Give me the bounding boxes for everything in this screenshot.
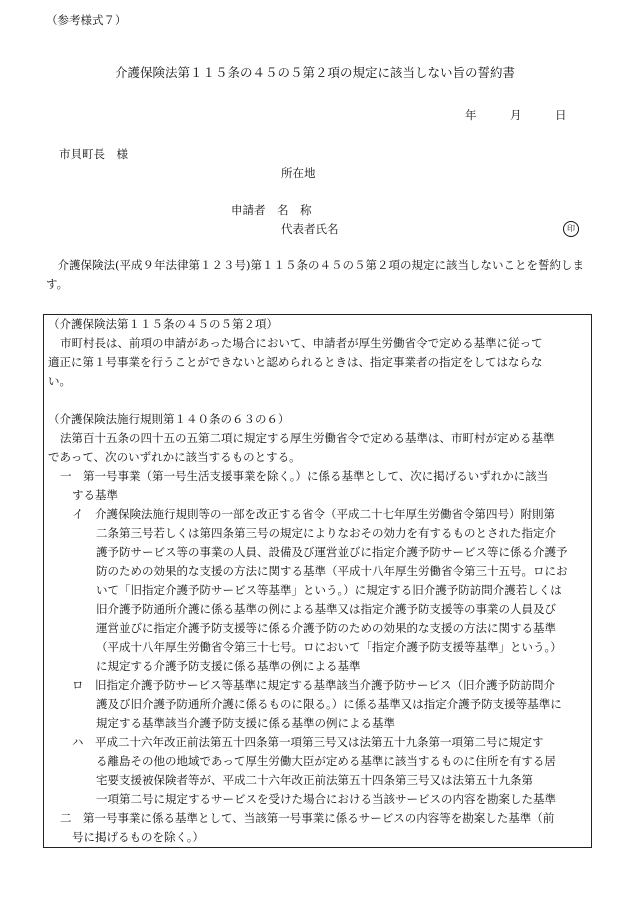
text-line: 護及び旧介護予防通所介護に係るものに限る。）に係る基準又は指定介護予防支援等基準に — [96, 697, 562, 711]
text-line: イ 介護保険法施行規則等の一部を改正する省令（平成二十七年厚生労働省令第四号）附則第 — [72, 507, 555, 521]
section-heading: （介護保険法第１１５条の４５の５第２項） — [48, 317, 278, 331]
text-line: い。 — [48, 374, 71, 388]
text-line: 適正に第１号事業を行うことができないと認められるときは、指定事業者の指定をしてはならな — [48, 355, 543, 369]
document-title: 介護保険法第１１５条の４５の５第２項の規定に該当しない旨の誓約書 — [114, 65, 515, 80]
text-line: 運営並びに指定介護予防支援等に係る介護予防のための効果的な支援の方法に関する基準 — [96, 621, 556, 635]
text-line: 一項第二号に規定するサービスを受けた場合における当該サービスの内容を勘案した基準 — [96, 792, 556, 806]
representative-label: 代表者氏名 — [281, 222, 339, 236]
date-month: 月 — [510, 108, 522, 122]
text-line: 市町村長は、前項の申請があった場合において、申請者が厚生労働省令で定める基準に従って — [60, 336, 543, 350]
addressee: 市貝町長 様 — [59, 147, 128, 161]
applicant-name-label: 申請者 名 称 — [231, 203, 312, 217]
text-line: する基準 — [72, 488, 118, 502]
date-day: 日 — [555, 108, 567, 122]
pledge-text: 介護保険法(平成９年法律第１２３号)第１１５条の４５の５第２項の規定に該当しないことを誓約します。 — [46, 258, 584, 291]
text-line: 宅要支援被保険者等が、平成二十六年改正前法第五十四条第三号又は法第五十九条第 — [96, 773, 533, 787]
form-number: （参考様式７） — [46, 13, 127, 27]
text-line: であって、次のいずれかに該当するものとする。 — [48, 450, 301, 464]
text-line: 防のための効果的な支援の方法に関する基準（平成十八年厚生労働省令第三十五号。ロにお — [96, 564, 568, 578]
section-heading: （介護保険法施行規則第１４０条の６３の６） — [48, 412, 290, 426]
text-line: 規定する基準該当介護予防支援に係る基準の例による基準 — [96, 716, 395, 730]
text-line: ロ 旧指定介護予防サービス等基準に規定する基準該当介護予防サービス（旧介護予防訪問介 — [72, 678, 555, 692]
text-line: る離島その他の地域であって厚生労働大臣が定める基準に該当するものに住所を有する居 — [96, 754, 556, 768]
date-line — [465, 107, 567, 123]
text-line: 護予防サービス等の事業の人員、設備及び運営並びに指定介護予防サービス等に係る介護予 — [96, 545, 568, 559]
text-line: 二 第一号事業に係る基準として、当該第一号事業に係るサービスの内容等を勘案した基準（前 — [60, 811, 555, 825]
date-year: 年 — [465, 108, 477, 122]
text-line: ハ 平成二十六年改正前法第五十四条第一項第三号又は法第五十九条第一項第二号に規定す — [72, 735, 544, 749]
address-label: 所在地 — [281, 166, 316, 180]
text-line: に規定する介護予防支援に係る基準の例による基準 — [96, 659, 361, 673]
legal-excerpt-box — [43, 314, 592, 848]
text-line: （平成十八年厚生労働省令第三十七号。ロにおいて「指定介護予防支援等基準」という。） — [96, 640, 562, 654]
text-line: 一 第一号事業（第一号生活支援事業を除く。）に係る基準として、次に掲げるいずれかに該当 — [60, 469, 549, 483]
text-line: 旧介護予防通所介護に係る基準の例による基準又は指定介護予防支援等の事業の人員及び — [96, 602, 556, 616]
text-line: 法第百十五条の四十五の五第二項に規定する厚生労働省令で定める基準は、市町村が定める基準 — [60, 431, 555, 445]
text-line: いて「旧指定介護予防サービス等基準」という。）に規定する旧介護予防訪問介護若しくは — [96, 583, 562, 597]
text-line: 号に掲げるものを除く。） — [72, 830, 205, 844]
text-line: 二条第三号若しくは第四条第三号の規定によりなおその効力を有するものとされた指定介 — [96, 526, 556, 540]
seal-mark: 印 — [563, 221, 579, 237]
